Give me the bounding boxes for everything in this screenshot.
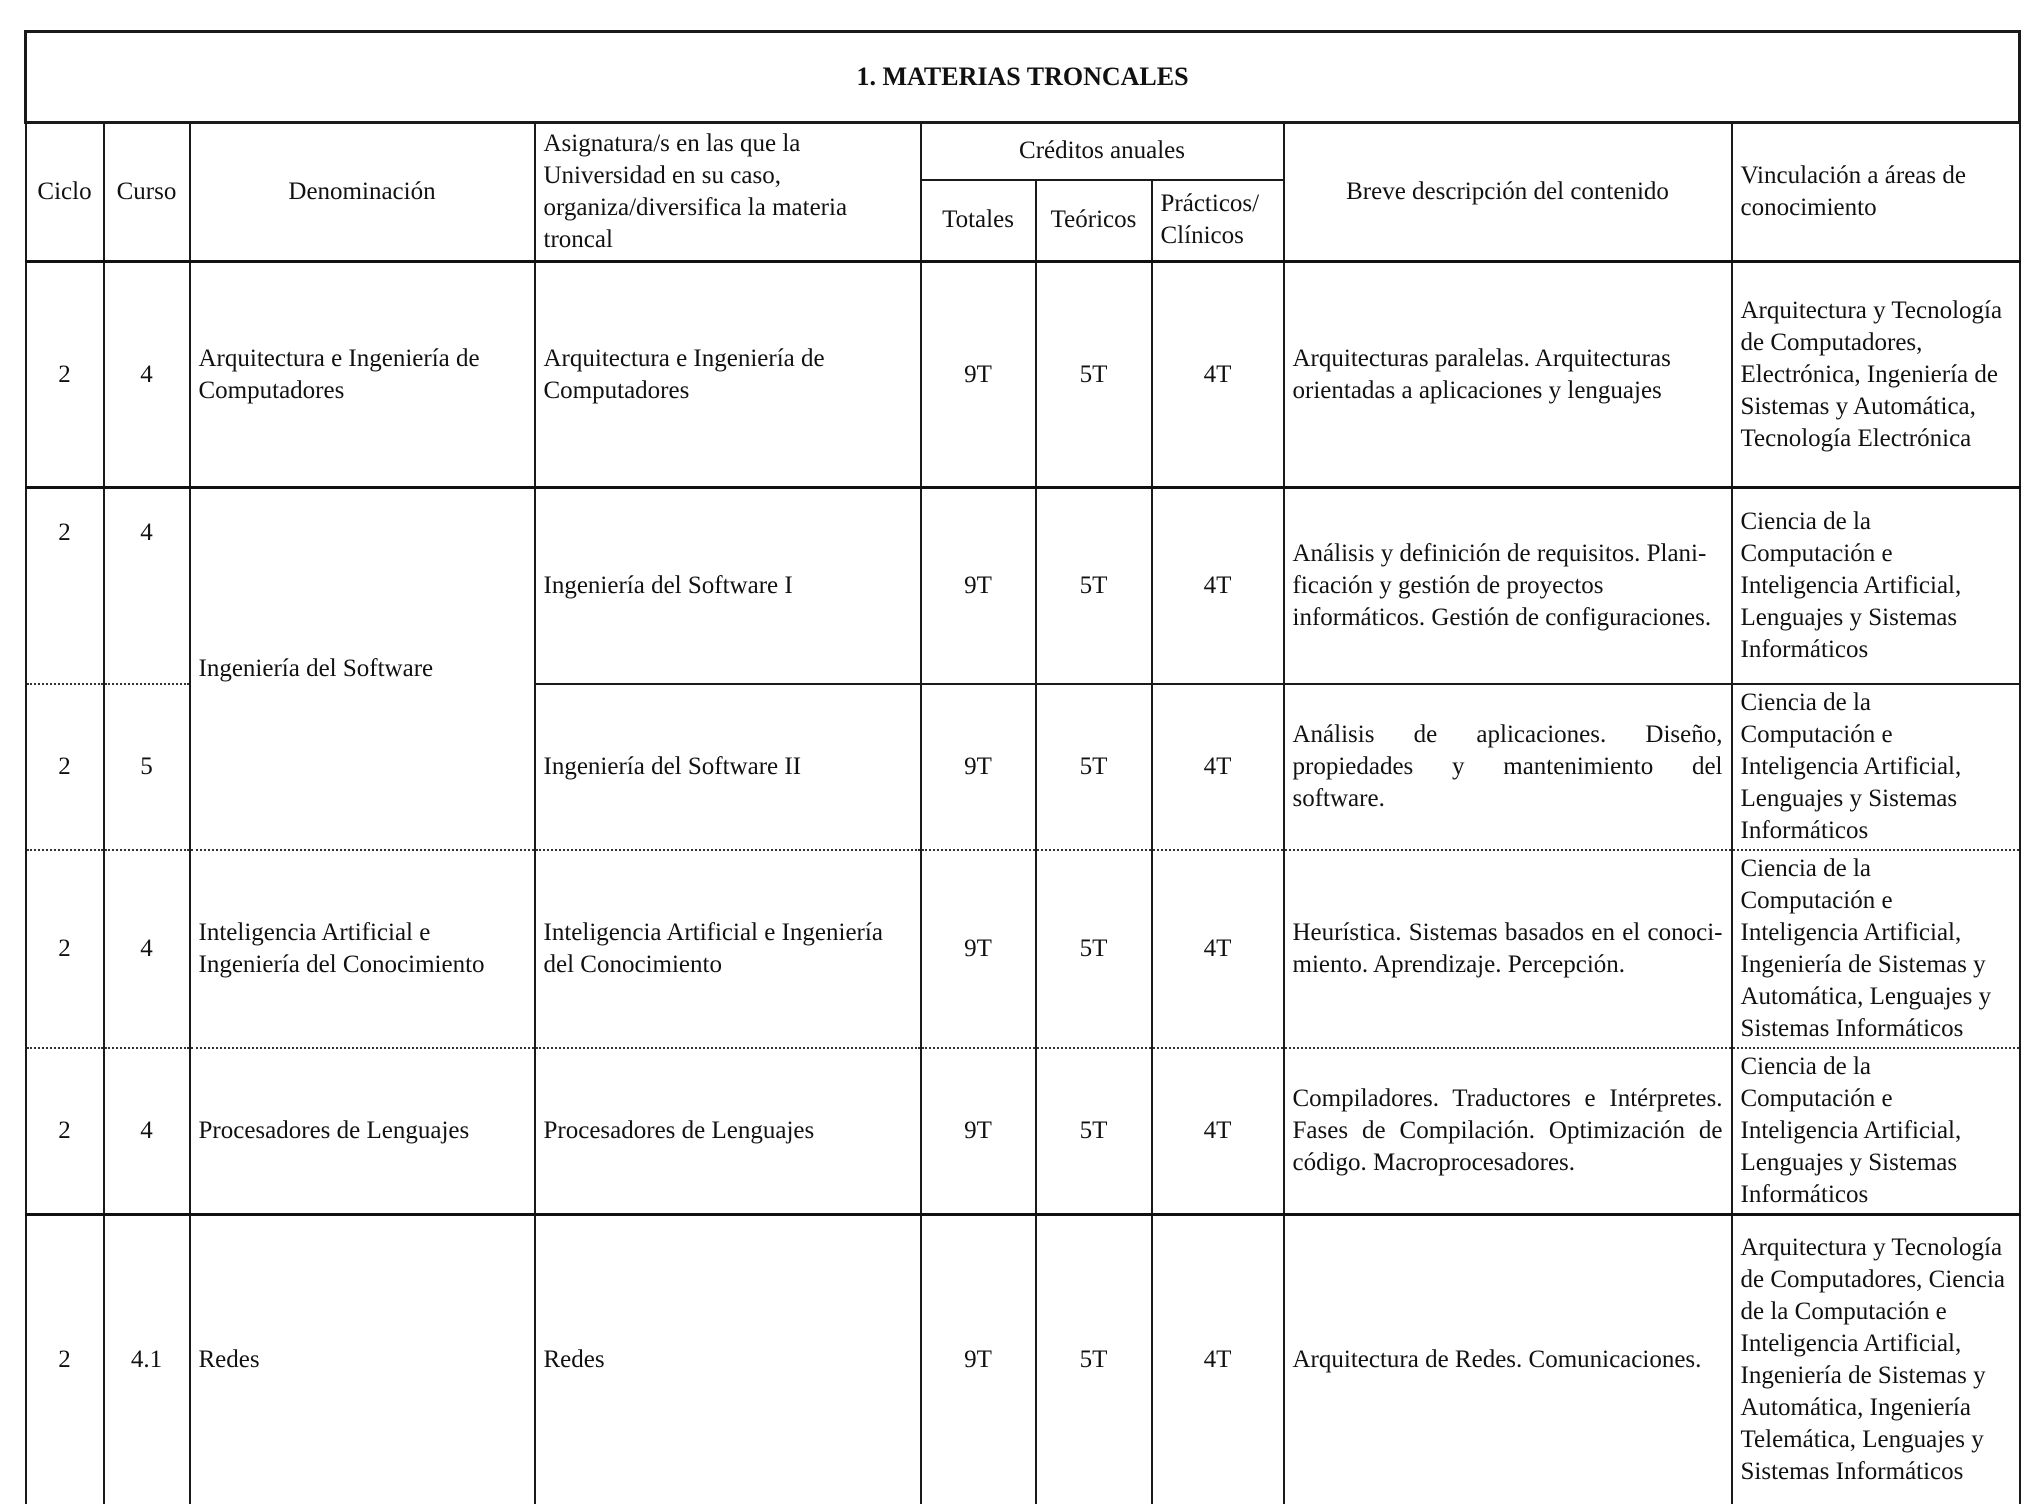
totales-cell: 9T [921,684,1036,850]
descripcion-cell: Compiladores. Traductores e Intérpretes. Fases de Compilación. Optimización de código. Macroprocesadores. [1284,1048,1732,1215]
ciclo-cell: 2 [26,684,104,850]
vinculacion-cell: Arquitectura y Tecnología de Computadores, Ciencia de la Computación e Inteligencia Artificial, Ingeniería de Sistemas y Automática, Ingeniería Telemática, Lenguajes y Sistemas Informáticos [1732,1214,2020,1504]
vinculacion-cell: Ciencia de la Computación e Inteligencia Artificial, Lenguajes y Sistemas Informáticos [1732,488,2020,684]
ciclo-cell: 2 [26,1048,104,1215]
denominacion-cell: Arquitectura e Ingeniería de Computadores [190,262,535,488]
descripcion-cell: Arquitectura de Redes. Comunicaciones. [1284,1214,1732,1504]
curso-cell: 5 [104,684,190,850]
vinculacion-cell: Ciencia de la Computación e Inteligencia Artificial, Ingeniería de Sistemas y Automática, Lenguajes y Sistemas Informáticos [1732,850,2020,1048]
teoricos-cell: 5T [1036,850,1152,1048]
table-row [26,850,2020,1048]
teoricos-cell: 5T [1036,488,1152,684]
curso-cell: 4 [104,262,190,488]
asignatura-cell: Ingeniería del Software II [535,684,921,850]
header-denominacion: Denominación [190,123,535,262]
ciclo-cell: 2 [26,850,104,1048]
table-title: 1. MATERIAS TRONCALES [26,32,2020,123]
totales-cell: 9T [921,1214,1036,1504]
header-curso: Curso [104,123,190,262]
practicos-cell: 4T [1152,1048,1284,1215]
ciclo-cell: 2 [26,1214,104,1504]
header-teoricos: Teóricos [1036,180,1152,262]
denominacion-cell: Ingeniería del Software [190,488,535,850]
curso-cell: 4 [104,1048,190,1215]
practicos-cell: 4T [1152,684,1284,850]
practicos-cell: 4T [1152,488,1284,684]
teoricos-cell: 5T [1036,1214,1152,1504]
denominacion-cell: Procesadores de Lenguajes [190,1048,535,1215]
ciclo-cell: 2 [26,262,104,488]
asignatura-cell: Redes [535,1214,921,1504]
header-descripcion: Breve descripción del contenido [1284,123,1732,262]
header-practicos: Prácticos/ Clínicos [1152,180,1284,262]
header-ciclo: Ciclo [26,123,104,262]
vinculacion-cell: Arquitectura y Tecnología de Computadores, Electrónica, Ingeniería de Sistemas y Automática, Tecnología Electrónica [1732,262,2020,488]
header-creditos: Créditos anuales [921,123,1284,180]
teoricos-cell: 5T [1036,684,1152,850]
totales-cell: 9T [921,488,1036,684]
descripcion-cell: Arquitecturas paralelas. Arquitecturas orientadas a aplicaciones y lenguajes [1284,262,1732,488]
descripcion-cell: Análisis de aplicaciones. Diseño, propiedades y mantenimiento del software. [1284,684,1732,850]
table-row [26,1048,2020,1215]
practicos-cell: 4T [1152,1214,1284,1504]
header-vinculacion: Vinculación a áreas de conocimiento [1732,123,2020,262]
table-row [26,262,2020,488]
asignatura-cell: Procesadores de Lenguajes [535,1048,921,1215]
troncales-table-sheet [24,30,2018,1504]
denominacion-cell: Redes [190,1214,535,1504]
curso-cell: 4.1 [104,1214,190,1504]
totales-cell: 9T [921,262,1036,488]
ciclo-cell: 2 [26,488,104,684]
asignatura-cell: Ingeniería del Software I [535,488,921,684]
totales-cell: 9T [921,850,1036,1048]
header-totales: Totales [921,180,1036,262]
practicos-cell: 4T [1152,850,1284,1048]
teoricos-cell: 5T [1036,262,1152,488]
table-row [26,488,2020,684]
vinculacion-cell: Ciencia de la Computación e Inteligencia Artificial, Lenguajes y Sistemas Informáticos [1732,1048,2020,1215]
asignatura-cell: Arquitectura e Ingeniería de Computadores [535,262,921,488]
denominacion-cell: Inteligencia Artificial e Ingeniería del Conocimiento [190,850,535,1048]
vinculacion-cell: Ciencia de la Computación e Inteligencia Artificial, Lenguajes y Sistemas Informáticos [1732,684,2020,850]
practicos-cell: 4T [1152,262,1284,488]
header-asignatura: Asignatura/s en las que la Universidad en su caso, organiza/diversifica la materia troncal [535,123,921,262]
curso-cell: 4 [104,488,190,684]
table-row [26,1214,2020,1504]
teoricos-cell: 5T [1036,1048,1152,1215]
curso-cell: 4 [104,850,190,1048]
descripcion-cell: Análisis y definición de requisitos. Plani-ficación y gestión de proyectos informáticos. Gestión de configuraciones. [1284,488,1732,684]
totales-cell: 9T [921,1048,1036,1215]
asignatura-cell: Inteligencia Artificial e Ingeniería del Conocimiento [535,850,921,1048]
descripcion-cell: Heurística. Sistemas basados en el conoci-miento. Aprendizaje. Percepción. [1284,850,1732,1048]
materias-troncales-table [24,30,2021,1504]
